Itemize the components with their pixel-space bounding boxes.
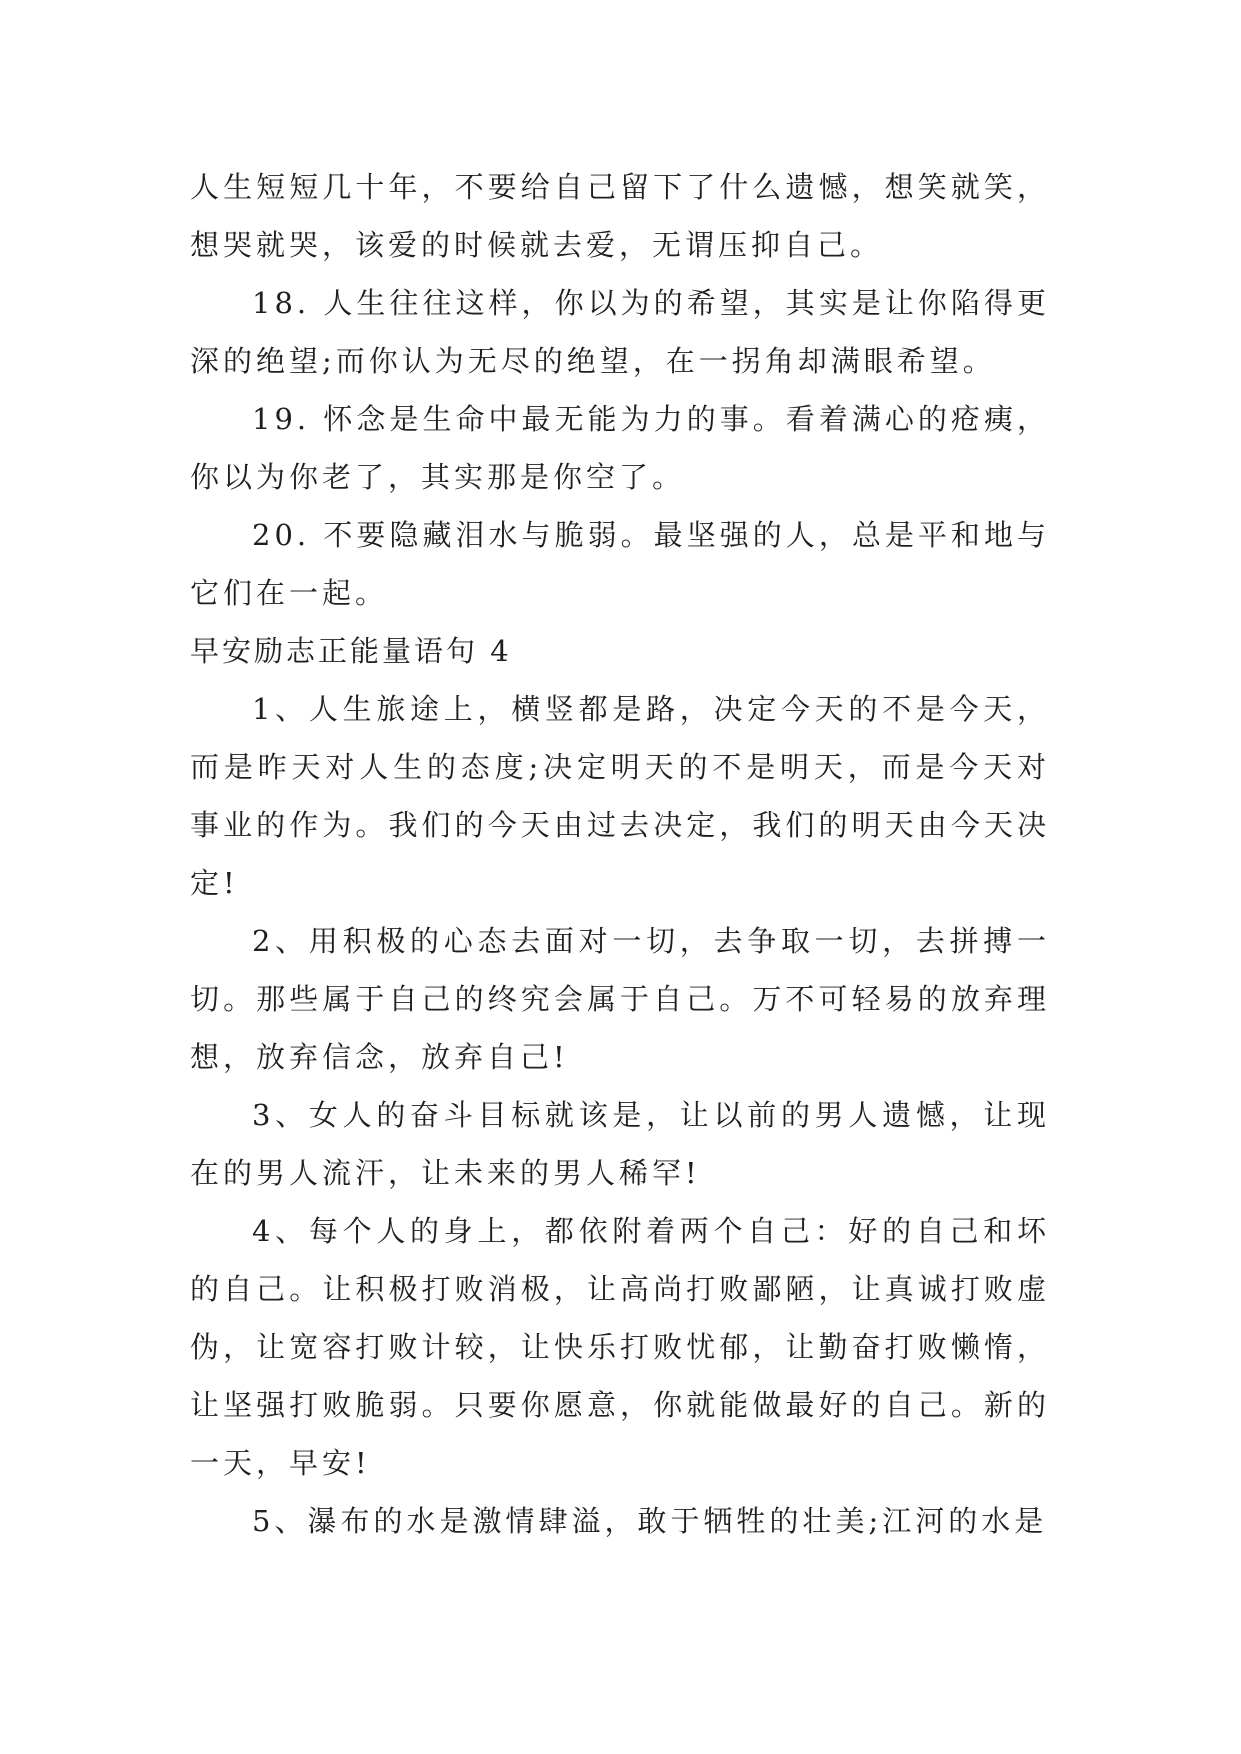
paragraph-item-19: 19. 怀念是生命中最无能为力的事。看着满心的疮痍，你以为你老了，其实那是你空了。	[190, 402, 1050, 494]
section-paragraph-1: 1、人生旅途上，横竖都是路，决定今天的不是今天，而是昨天对人生的态度;决定明天的不是明天，而是今天对事业的作为。我们的今天由过去决定，我们的明天由今天决定!	[190, 692, 1050, 900]
document-body	[190, 158, 1050, 1550]
section-paragraph-5: 5、瀑布的水是激情肆溢，敢于牺牲的壮美;江河的水是	[252, 1504, 1048, 1538]
section-heading: 早安励志正能量语句 4	[190, 634, 512, 668]
paragraph-intro: 人生短短几十年，不要给自己留下了什么遗憾，想笑就笑，想哭就哭，该爱的时候就去爱，无谓压抑自己。	[190, 170, 1050, 262]
paragraph-item-20: 20. 不要隐藏泪水与脆弱。最坚强的人，总是平和地与它们在一起。	[190, 518, 1050, 610]
section-paragraph-2: 2、用积极的心态去面对一切，去争取一切，去拼搏一切。那些属于自己的终究会属于自己。万不可轻易的放弃理想，放弃信念，放弃自己!	[190, 924, 1050, 1074]
section-paragraph-3: 3、女人的奋斗目标就该是，让以前的男人遗憾，让现在的男人流汗，让未来的男人稀罕!	[190, 1098, 1050, 1190]
paragraph-item-18: 18. 人生往往这样，你以为的希望，其实是让你陷得更深的绝望;而你认为无尽的绝望，在一拐角却满眼希望。	[190, 286, 1050, 378]
section-paragraph-4: 4、每个人的身上，都依附着两个自己：好的自己和坏的自己。让积极打败消极，让高尚打败鄙陋，让真诚打败虚伪，让宽容打败计较，让快乐打败忧郁，让勤奋打败懒惰，让坚强打败脆弱。只要你愿意，你就能做最好的自己。新的一天，早安!	[190, 1214, 1050, 1480]
